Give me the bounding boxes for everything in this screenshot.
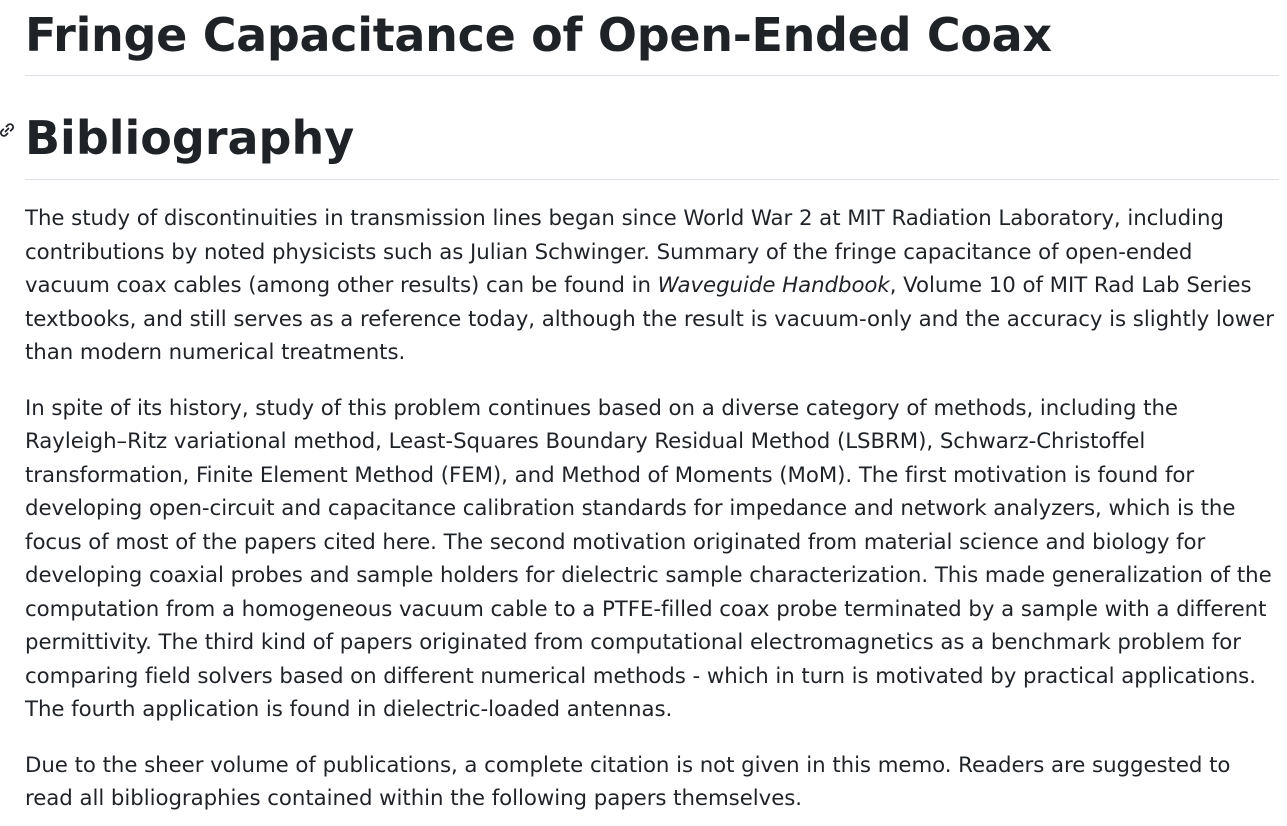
section-heading-text: Bibliography [25,111,355,165]
paragraph-history [25,202,1277,370]
paragraph-history-text-1: The study of discontinuities in transmission lines began since World War 2 at MIT Radiation Laboratory, including contributions by noted physicists such as Julian Schwinger. Summary of the fringe capacitance of open-ended vacuum coax cables (among other results) can be found in [25,206,1224,298]
link-icon[interactable] [0,120,17,140]
paragraph-citation-note: Due to the sheer volume of publications, a complete citation is not given in this memo. Readers are suggested to read all bibliographies contained within the following papers themselves. [25,752,1231,811]
paragraph-history-text-2: , Volume 10 of MIT Rad Lab Series textbooks, and still serves as a reference today, although the result is vacuum-only and the accuracy is slightly lower than modern numerical treatments. [25,273,1274,365]
page-title: Fringe Capacitance of Open-Ended Coax [25,0,1279,76]
section-heading-bibliography [25,76,1279,180]
paragraph-methods: In spite of its history, study of this problem continues based on a diverse category of methods, including the Rayleigh–Ritz variational method, Least-Squares Boundary Residual Method (LSBRM), Schwarz-Christoffel transformation, Finite Element Method (FEM), and Method of Moments (MoM). The first motivation is found for developing open-circuit and capacitance calibration standards for impedance and network analyzers, which is the focus of most of the papers cited here. The second motivation originated from material science and biology for developing coaxial probes and sample holders for dielectric sample characterization. This made generalization of the computation from a homogeneous vacuum cable to a PTFE-filled coax probe terminated by a sample with a different permittivity. The third kind of papers originated from computational electromagnetics as a benchmark problem for comparing field solvers based on different numerical methods - which in turn is motivated by practical applications. The fourth application is found in dielectric-loaded antennas. [25,395,1272,722]
article-content [25,0,1279,816]
book-title: Waveguide Handbook [657,273,890,298]
